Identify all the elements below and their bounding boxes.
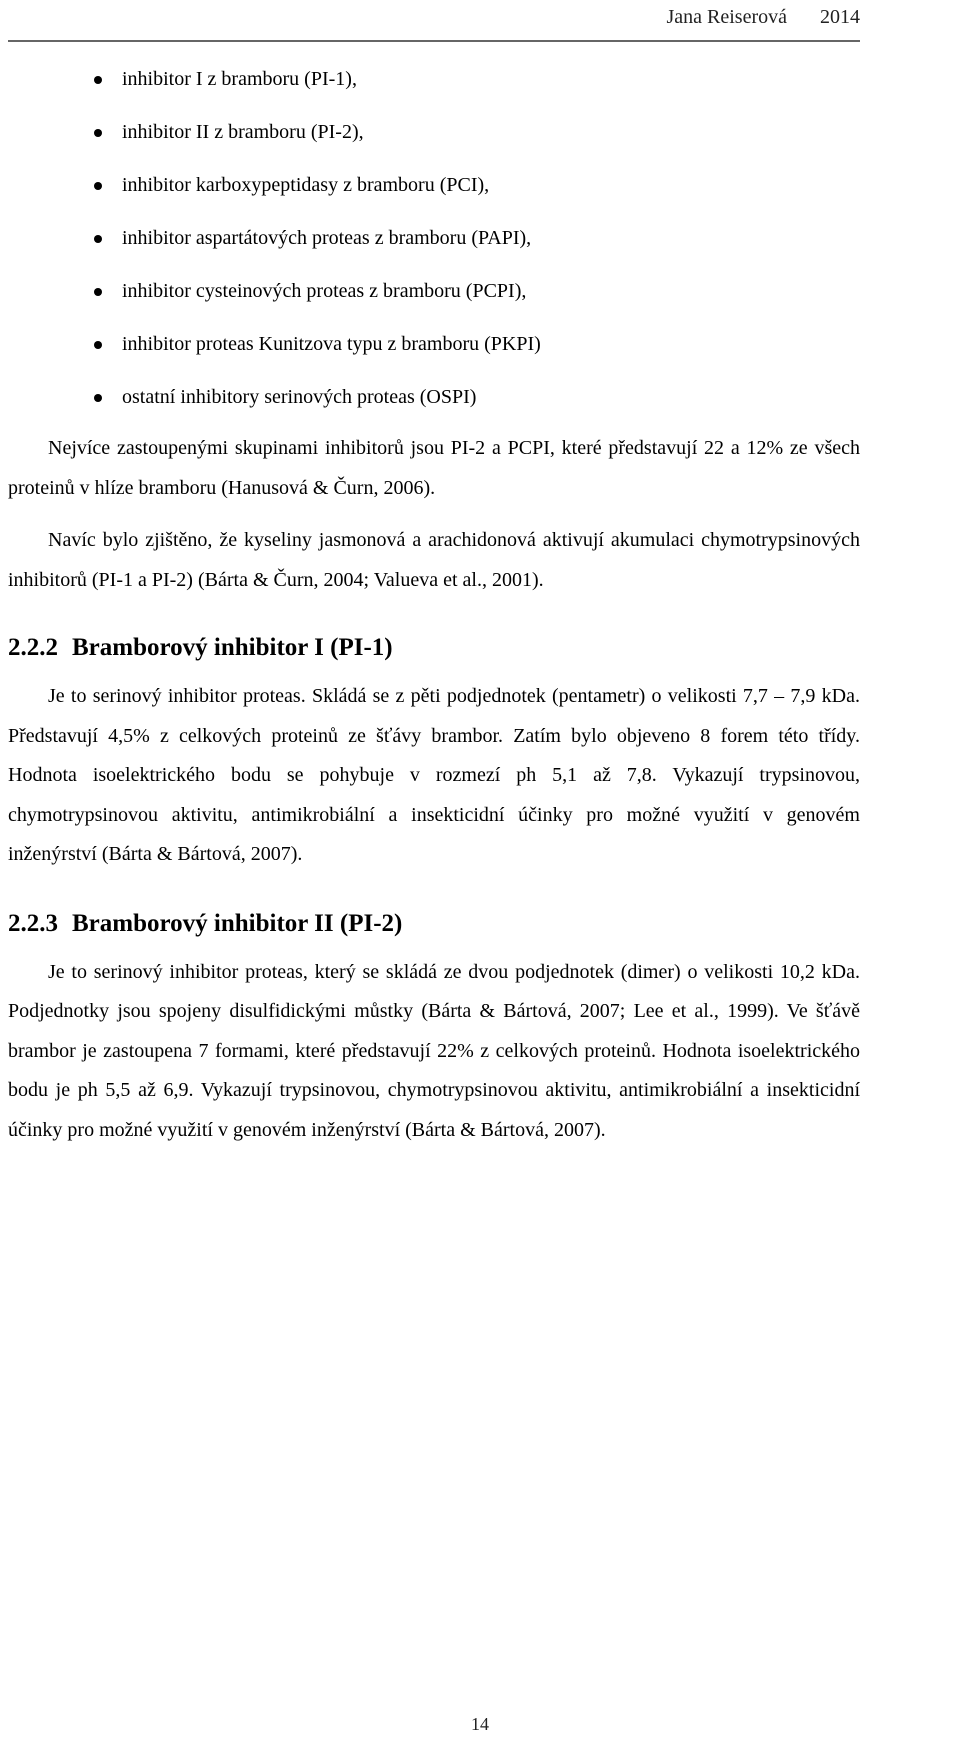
list-item-text: ostatní inhibitory serinových proteas (OSPI) bbox=[122, 386, 477, 408]
list-item-text: inhibitor proteas Kunitzova typu z bramboru (PKPI) bbox=[122, 333, 541, 355]
list-item bbox=[8, 277, 860, 305]
bullet-icon bbox=[94, 341, 102, 349]
list-item-text: inhibitor karboxypeptidasy z bramboru (PCI), bbox=[122, 174, 490, 196]
inhibitor-list bbox=[8, 65, 860, 411]
section-heading-pi1 bbox=[8, 633, 860, 663]
bullet-icon bbox=[94, 394, 102, 402]
bullet-icon bbox=[94, 76, 102, 84]
list-item-text: inhibitor II z bramboru (PI-2), bbox=[122, 121, 364, 143]
list-item bbox=[8, 171, 860, 199]
header-year: 2014 bbox=[820, 6, 860, 28]
list-item-text: inhibitor cysteinových proteas z bramboru (PCPI), bbox=[122, 280, 527, 302]
section-number: 2.2.3 bbox=[8, 909, 58, 937]
bullet-icon bbox=[94, 288, 102, 296]
bullet-icon bbox=[94, 182, 102, 190]
list-item bbox=[8, 224, 860, 252]
document-body bbox=[8, 65, 860, 1150]
section-heading-pi2 bbox=[8, 909, 860, 939]
list-item bbox=[8, 330, 860, 358]
page-number: 14 bbox=[471, 1714, 489, 1734]
section-number: 2.2.2 bbox=[8, 634, 58, 661]
paragraph-jasmonic-acid: Navíc bylo zjištěno, že kyseliny jasmonová a arachidonová aktivují akumulaci chymotrypsinových inhibitorů (PI-1 a PI-2) (Bárta & Čurn, 2004; Valueva et al., 2001). bbox=[8, 529, 860, 591]
header-author: Jana Reiserová bbox=[666, 6, 787, 28]
list-item-text: inhibitor aspartátových proteas z bramboru (PAPI), bbox=[122, 227, 532, 249]
section-title: Bramborový inhibitor I (PI-1) bbox=[72, 634, 393, 661]
list-item bbox=[8, 383, 860, 411]
list-item-text: inhibitor I z bramboru (PI-1), bbox=[122, 68, 357, 90]
bullet-icon bbox=[94, 129, 102, 137]
paragraph-pi2: Je to serinový inhibitor proteas, který se skládá ze dvou podjednotek (dimer) o velikosti 10,2 kDa. Podjednotky jsou spojeny disulfidickými můstky (Bárta & Bártová, 2007; Lee et al., 1999). Ve šťávě brambor je zastoupena 7 formami, které představují 22% z celkových proteinů. Hodnota isoelektrického bodu je ph 5,5 až 6,9. Vykazují trypsinovou, chymotrypsinovou aktivitu, antimikrobiální a insekticidní účinky pro možné využití v genovém inženýrství (Bárta & Bártová, 2007). bbox=[8, 960, 860, 1141]
list-item bbox=[8, 65, 860, 93]
bullet-icon bbox=[94, 235, 102, 243]
header-meta bbox=[666, 6, 860, 29]
page-header bbox=[8, 0, 860, 42]
paragraph-pi1: Je to serinový inhibitor proteas. Skládá se z pěti podjednotek (pentametr) o velikosti 7,7 – 7,9 kDa. Představují 4,5% z celkových proteinů ze šťávy brambor. Zatím bylo objeveno 8 forem této třídy. Hodnota isoelektrického bodu se pohybuje v rozmezí ph 5,1 až 7,8. Vykazují trypsinovou, chymotrypsinovou aktivitu, antimikrobiální a insekticidní účinky pro možné využití v genovém inženýrství (Bárta & Bártová, 2007). bbox=[8, 685, 860, 865]
paragraph-inhibitor-groups: Nejvíce zastoupenými skupinami inhibitorů jsou PI-2 a PCPI, které představují 22 a 12% ze všech proteinů v hlíze bramboru (Hanusová & Čurn, 2006). bbox=[8, 437, 860, 499]
section-title: Bramborový inhibitor II (PI-2) bbox=[72, 909, 403, 937]
list-item bbox=[8, 118, 860, 146]
